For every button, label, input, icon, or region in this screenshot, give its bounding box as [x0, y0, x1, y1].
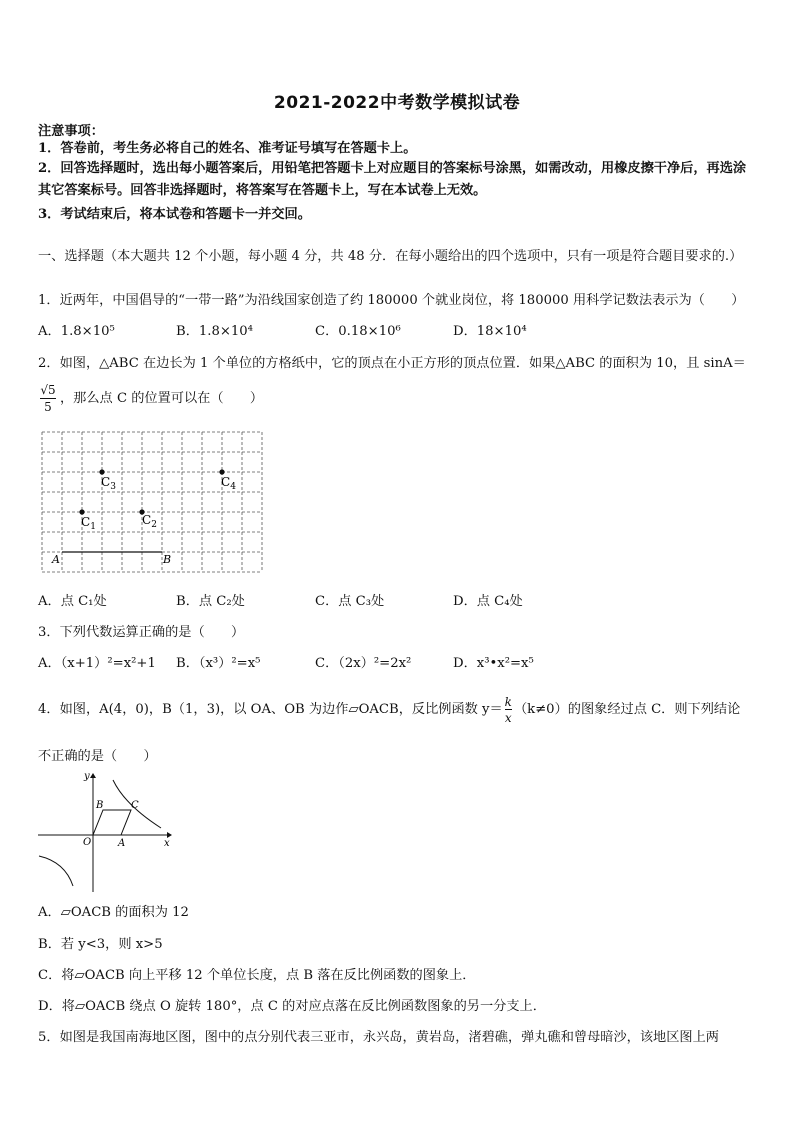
- q4-label-o: O: [83, 837, 92, 848]
- q2-stem-line1: 2．如图，△ABC 在边长为 1 个单位的方格纸中，它的顶点在小正方形的顶点位置．如果△ABC 的面积为 10，且 sinA＝: [38, 356, 746, 371]
- q4-hyperbola-branch-2: [39, 856, 73, 886]
- q2-stem-line2: ，那么点 C 的位置可以在（ ）: [60, 391, 264, 406]
- q2-option-b[interactable]: B．点 C₂处: [176, 594, 245, 609]
- q4-fraction-denominator: x: [504, 711, 512, 725]
- notice-item-1: 1．答卷前，考生务必将自己的姓名、准考证号填写在答题卡上。: [38, 141, 417, 156]
- q1-option-a[interactable]: A．1.8×10⁵: [38, 324, 115, 339]
- section-heading: 一、选择题（本大题共 12 个小题，每小题 4 分，共 48 分．在每小题给出的四个选项中，只有一项是符合题目要求的.）: [38, 249, 743, 264]
- q3-stem: 3．下列代数运算正确的是（ ）: [38, 625, 245, 640]
- q2-grid-figure: [40, 430, 265, 575]
- q4-label-b: B: [96, 800, 104, 811]
- q4-stem-line2: 不正确的是（ ）: [38, 749, 157, 764]
- q2-fraction-denominator: 5: [40, 398, 56, 415]
- q4-k-over-x-fraction: [505, 695, 512, 725]
- notice-item-3: 3．考试结束后，将本试卷和答题卡一并交回。: [38, 207, 311, 222]
- q2-point-c4: [219, 469, 224, 474]
- q4-coordinate-figure: [35, 770, 175, 895]
- page-title: 2021-2022中考数学模拟试卷: [273, 93, 521, 113]
- q2-point-c1: [79, 509, 84, 514]
- q4-option-b[interactable]: B．若 y<3，则 x>5: [38, 937, 163, 952]
- q4-option-c[interactable]: C．将▱OACB 向上平移 12 个单位长度，点 B 落在反比例函数的图象上．: [38, 968, 476, 983]
- q2-label-a: A: [52, 553, 60, 566]
- q2-label-c3: $C_3$: [101, 475, 116, 492]
- q1-stem: 1．近两年，中国倡导的“一带一路”为沿线国家创造了约 180000 个就业岗位，将 180000 用科学记数法表示为（ ）: [38, 293, 745, 308]
- notice-heading: 注意事项：: [38, 124, 104, 139]
- q2-label-b: B: [163, 553, 172, 566]
- q3-option-c[interactable]: C．（2x）²=2x²: [315, 656, 412, 671]
- q1-option-c[interactable]: C．0.18×10⁶: [315, 324, 401, 339]
- q4-stem-line1: [38, 695, 740, 725]
- q2-grid-lines: [42, 432, 262, 572]
- q2-option-c[interactable]: C．点 C₃处: [315, 594, 385, 609]
- q4-label-x: x: [164, 838, 170, 849]
- q4-y-axis-arrow: [90, 773, 96, 778]
- q2-label-c2: $C_2$: [142, 513, 157, 530]
- q1-option-d[interactable]: D．18×10⁴: [453, 324, 527, 339]
- q2-sin-fraction: [38, 382, 58, 415]
- q2-fraction-numerator: √5: [40, 383, 56, 397]
- q2-option-a[interactable]: A．点 C₁处: [38, 594, 107, 609]
- q2-point-c3: [99, 469, 104, 474]
- q4-fraction-numerator: k: [504, 695, 512, 709]
- q3-option-b[interactable]: B．（x³）²=x⁵: [176, 656, 261, 671]
- q4-option-a[interactable]: A．▱OACB 的面积为 12: [38, 905, 189, 920]
- q4-option-d[interactable]: D．将▱OACB 绕点 O 旋转 180°，点 C 的对应点落在反比例函数图象的另一分支上．: [38, 999, 546, 1014]
- q3-option-a[interactable]: A．（x+1）²=x²+1: [38, 656, 156, 671]
- q5-stem: 5．如图是我国南海地区图，图中的点分别代表三亚市，永兴岛，黄岩岛，渚碧礁，弹丸礁和曾母暗沙，该地区图上两: [38, 1030, 719, 1045]
- q4-label-c: C: [131, 800, 139, 811]
- q4-label-y: y: [84, 771, 90, 782]
- notice-item-2: 2．回答选择题时，选出每小题答案后，用铅笔把答题卡上对应题目的答案标号涂黑，如需改动，用橡皮擦干净后，再选涂其它答案标号。回答非选择题时，将答案写在答题卡上，写在本试卷上无效。: [38, 161, 747, 198]
- q4-stem-part2: （k≠0）的图象经过点 C．则下列结论: [513, 702, 741, 717]
- q4-label-a: A: [118, 838, 126, 849]
- q2-option-d[interactable]: D．点 C₄处: [453, 594, 523, 609]
- q3-option-d[interactable]: D．x³•x²=x⁵: [453, 656, 534, 671]
- q1-option-b[interactable]: B．1.8×10⁴: [176, 324, 253, 339]
- q4-stem-part1: 4．如图，A(4，0)，B（1，3)，以 OA、OB 为边作▱OACB，反比例函数 y＝: [38, 702, 503, 717]
- q2-label-c4: $C_4$: [221, 475, 236, 492]
- q4-parallelogram-oacb: [93, 810, 131, 835]
- q2-label-c1: $C_1$: [81, 515, 96, 532]
